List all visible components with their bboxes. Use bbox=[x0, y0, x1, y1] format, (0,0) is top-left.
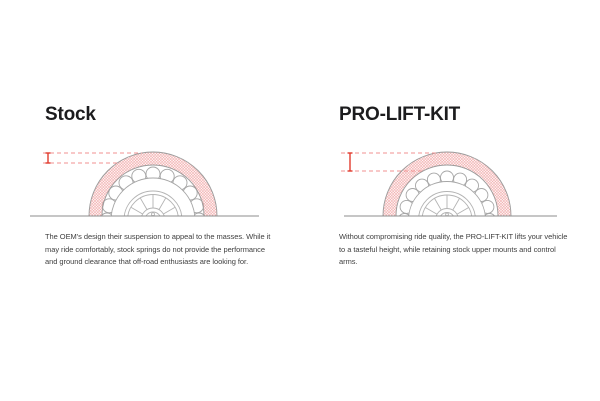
stock-description bbox=[45, 231, 285, 269]
panel-pro-lift-kit bbox=[294, 0, 594, 401]
description-line: to a tasteful height, while retaining stock upper mounts and control bbox=[339, 244, 556, 254]
description-line: arms. bbox=[339, 257, 358, 267]
lifted-wheel-illustration bbox=[319, 145, 579, 218]
gap-height-indicator bbox=[348, 153, 353, 171]
panel-title-stock: Stock bbox=[45, 104, 96, 125]
gap-height-indicator bbox=[46, 153, 51, 163]
description-line: and ground clearance that off-road enthusiasts are looking for. bbox=[45, 257, 249, 267]
description-line: The OEM's design their suspension to appeal to the masses. While it bbox=[45, 232, 271, 241]
pro-lift-kit-description bbox=[339, 231, 579, 269]
description-line: Without compromising ride quality, the PRO-LIFT-KIT lifts your vehicle bbox=[339, 232, 568, 241]
panel-title-pro-lift-kit: PRO-LIFT-KIT bbox=[339, 104, 461, 125]
description-line: may ride comfortably, stock springs do not provide the performance bbox=[45, 244, 265, 254]
stock-wheel-illustration bbox=[25, 145, 285, 218]
